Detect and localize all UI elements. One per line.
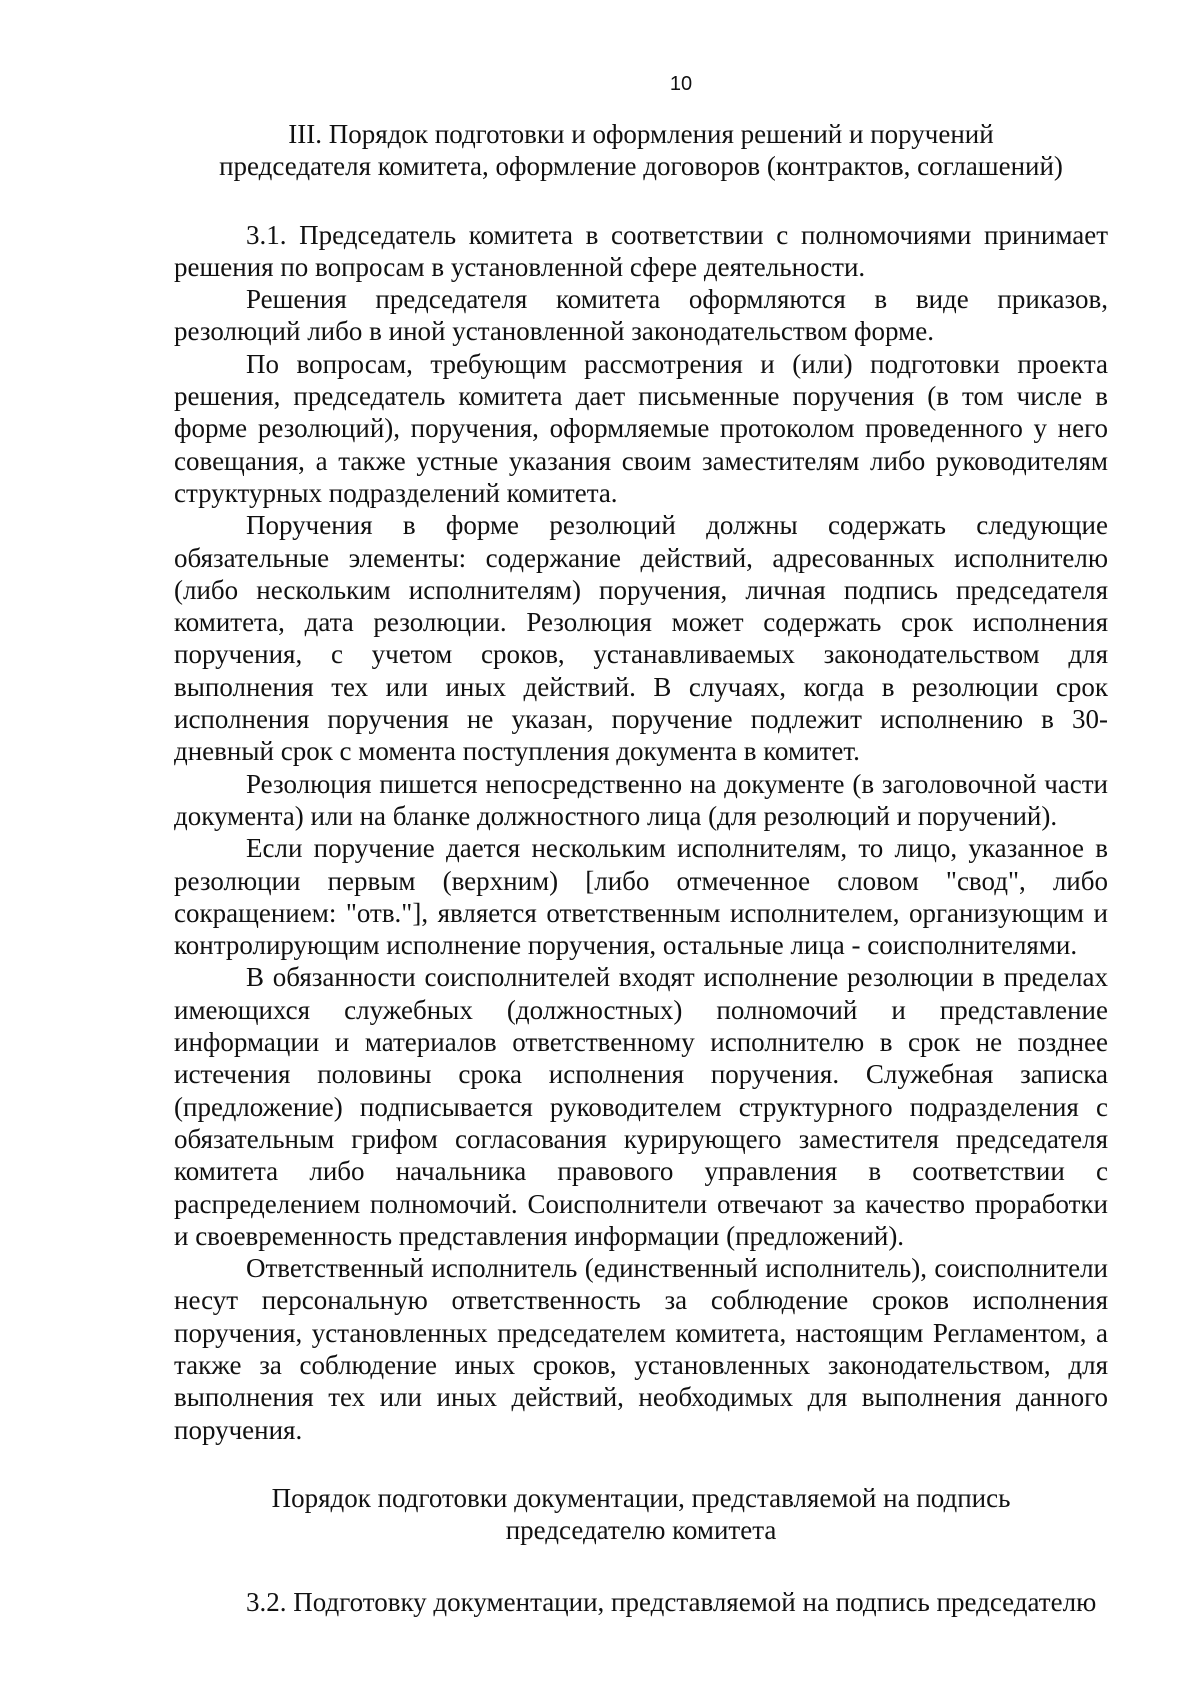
paragraph-resolution-placement: Резолюция пишется непосредственно на документе (в заголовочной части документа) или на бланке должностного лица (для резолюций и поручений).: [174, 768, 1108, 831]
subsection-heading-line: председателю комитета: [505, 1515, 777, 1546]
subsection-heading-line: Порядок подготовки документации, представляемой на подпись: [271, 1482, 1011, 1513]
paragraph-resolution-elements: Поручения в форме резолюций должны содержать следующие обязательные элементы: содержание действий, адресованных исполнителю (либо нескольким исполнителям) поручения, личная подпись председателя комитета, дата резолюции. Резолюция может содержать срок исполнения поручения, с учетом сроков, устанавливаемых законодательством для выполнения тех или иных действий. В случаях, когда в резолюции срок исполнения поручения не указан, поручение подлежит исполнению в 30-дневный срок с момента поступления документа в комитет.: [174, 510, 1108, 767]
page-number: 10: [669, 73, 693, 95]
paragraph-written-instructions: По вопросам, требующим рассмотрения и (или) подготовки проекта решения, председатель комитета дает письменные поручения (в том числе в форме резолюций), поручения, оформляемые протоколом проведенного у него совещания, а также устные указания своим заместителям либо руководителям структурных подразделений комитета.: [174, 348, 1108, 508]
section-heading-line: III. Порядок подготовки и оформления решений и поручений: [288, 119, 994, 149]
paragraph-multiple-executors: Если поручение дается нескольким исполнителям, то лицо, указанное в резолюции первым (верхним) [либо отмеченное словом "свод", либо сокращением: "отв."], является ответственным исполнителем, организующим и контролирующим исполнение поручения, остальные лица - соисполнителями.: [174, 833, 1108, 961]
paragraph-decision-forms: Решения председателя комитета оформляются в виде приказов, резолюций либо в иной установленной законодательством форме.: [174, 284, 1108, 347]
paragraph-3-2: 3.2. Подготовку документации, представляемой на подпись председателю: [246, 1587, 1097, 1618]
paragraph-3-1: 3.1. Председатель комитета в соответствии с полномочиями принимает решения по вопросам в установленной сфере деятельности.: [174, 219, 1108, 282]
paragraph-responsibility: Ответственный исполнитель (единственный исполнитель), соисполнители несут персональную ответственность за соблюдение сроков исполнения поручения, установленных председателем комитета, настоящим Регламентом, а также за соблюдение иных сроков, установленных законодательством, для выполнения тех или иных действий, необходимых для выполнения данного поручения.: [174, 1253, 1108, 1445]
section-heading: [174, 118, 1108, 183]
section-heading-line: председателя комитета, оформление договоров (контрактов, соглашений): [219, 151, 1063, 182]
subsection-heading: [174, 1482, 1108, 1547]
paragraph-co-executor-duties: В обязанности соисполнителей входят исполнение резолюции в пределах имеющихся служебных (должностных) полномочий и представление информации и материалов ответственному исполнителю в срок не позднее истечения половины срока исполнения поручения. Служебная записка (предложение) подписывается руководителем структурного подразделения с обязательным грифом согласования курирующего заместителя председателя комитета либо начальника правового управления в соответствии с распределением полномочий. Соисполнители отвечают за качество проработки и своевременность представления информации (предложений).: [174, 962, 1108, 1251]
